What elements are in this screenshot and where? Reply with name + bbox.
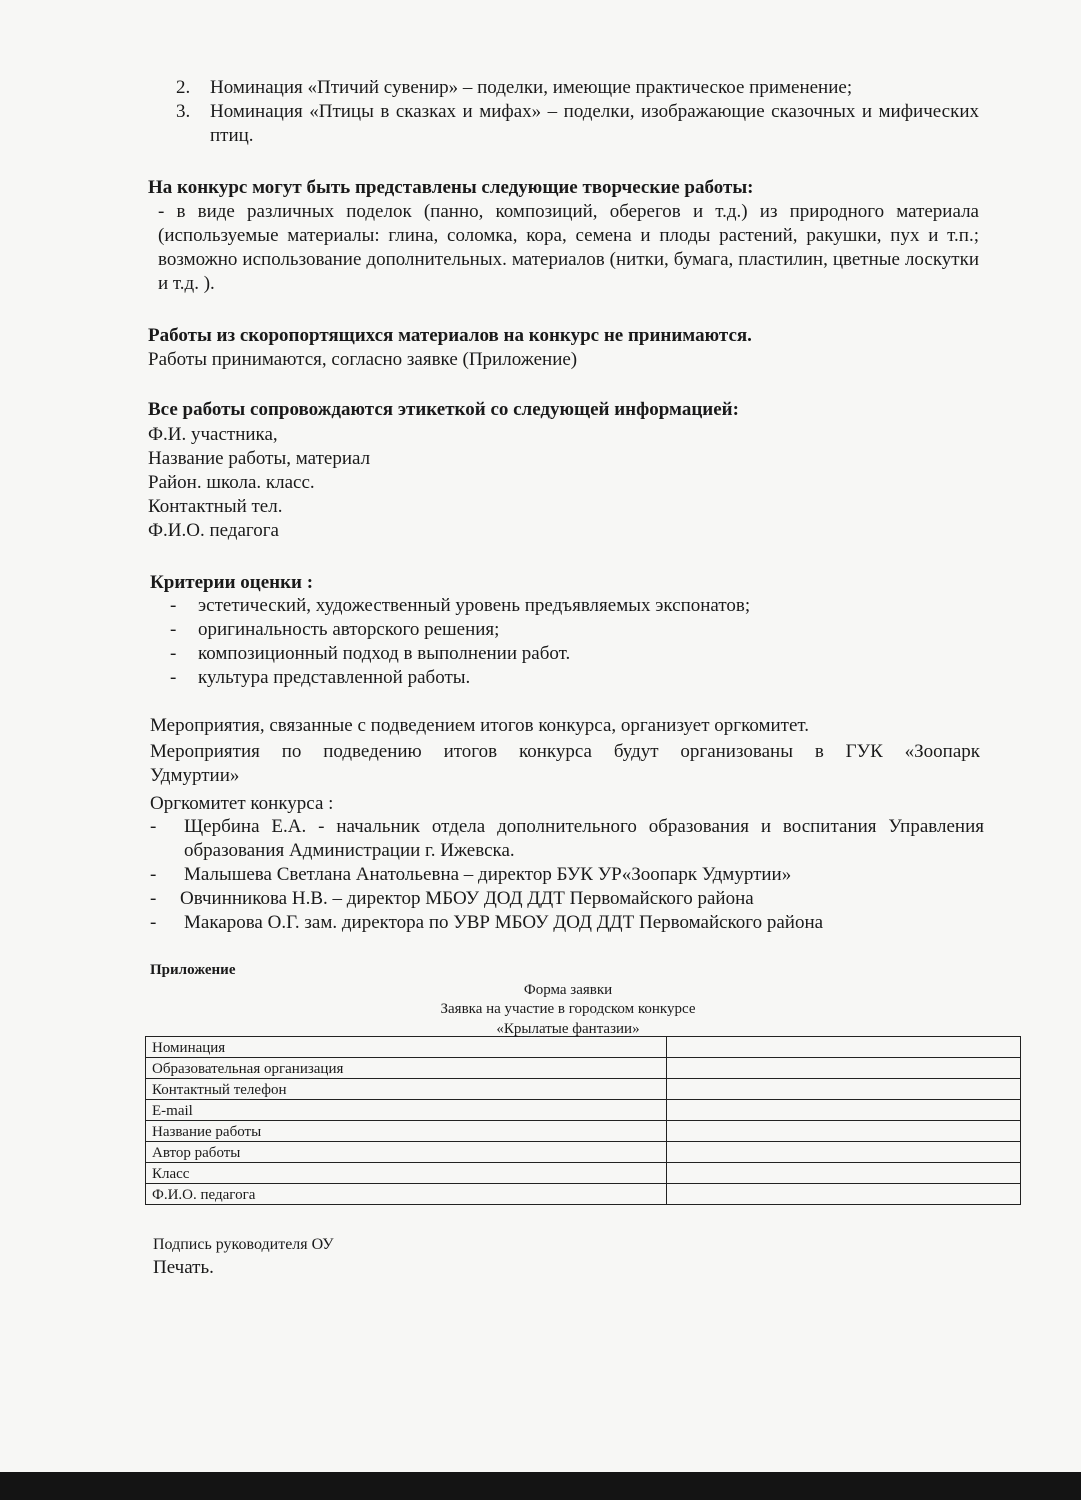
criteria-heading: Критерии оценки : [150,572,314,593]
acceptance-bold-line: Работы из скоропортящихся материалов на конкурс не принимаются. [148,325,752,346]
committee-list [150,815,984,935]
form-row-value[interactable] [667,1079,1021,1100]
committee-member: - Щербина Е.А. - начальник отдела дополнительного образования и воспитания Управления образования Администрации г. Ижевска. [150,816,984,861]
table-row [146,1184,1021,1205]
nomination-number: 3. [176,101,191,122]
form-row-value[interactable] [667,1121,1021,1142]
contest-name: «Крылатые фантазии» [496,1021,640,1037]
committee-member-text: Макарова О.Г. зам. директора по УВР МБОУ ДОД ДДТ Первомайского района [184,912,824,933]
committee-member-text: Овчинникова Н.В. – директор МБОУ ДОД ДДТ Первомайского района [180,888,754,909]
form-row-value[interactable] [667,1100,1021,1121]
events-line2: Мероприятия по подведению итогов конкурса будут организованы в ГУК «Зоопарк Удмуртии» [150,741,980,786]
label-info-heading: Все работы сопровождаются этикеткой со следующей информацией: [148,399,739,420]
form-row-label: Образовательная организация [146,1058,667,1079]
form-row-label: Ф.И.О. педагога [146,1184,667,1205]
criteria-item-text: оригинальность авторского решения; [198,619,500,640]
table-row [146,1058,1021,1079]
label-info-line: Ф.И. участника, [148,424,278,445]
form-row-value[interactable] [667,1142,1021,1163]
nomination-text: Номинация «Птичий сувенир» – поделки, имеющие практическое применение; [210,77,853,98]
criteria-item-text: композиционный подход в выполнении работ. [198,643,571,664]
label-info-line: Район. школа. класс. [148,472,315,493]
nomination-item-3 [176,100,979,148]
form-row-label: E-mail [146,1100,667,1121]
works-heading: На конкурс могут быть представлены следующие творческие работы: [148,177,754,198]
form-row-value[interactable] [667,1037,1021,1058]
form-row-value[interactable] [667,1184,1021,1205]
appendix-label: Приложение [150,962,236,978]
table-row [146,1121,1021,1142]
form-row-label: Номинация [146,1037,667,1058]
table-row [146,1100,1021,1121]
label-info-lines [148,423,748,543]
table-row [146,1037,1021,1058]
events-line1: Мероприятия, связанные с подведением итогов конкурса, организует оргкомитет. [150,715,810,736]
stamp-line: Печать. [153,1257,214,1278]
form-subtitle: Заявка на участие в городском конкурсе [440,1001,696,1017]
label-info-line: Название работы, материал [148,448,371,469]
label-info-line: Ф.И.О. педагога [148,520,279,541]
committee-member: - Макарова О.Г. зам. директора по УВР МБОУ ДОД ДДТ Первомайского района [150,912,824,933]
criteria-item: - композиционный подход в выполнении работ. [170,643,571,664]
signature-line: Подпись руководителя ОУ [153,1236,334,1253]
nomination-text: Номинация «Птицы в сказках и мифах» – поделки, изображающие сказочных и мифических птиц. [210,101,979,146]
criteria-item-text: культура представленной работы. [198,667,471,688]
committee-member: - Овчинникова Н.В. – директор МБОУ ДОД ДДТ Первомайского района [150,888,754,909]
criteria-list [170,594,930,690]
criteria-item: - культура представленной работы. [170,667,471,688]
committee-member-text: Малышева Светлана Анатольевна – директор БУК УР«Зоопарк Удмуртии» [184,864,792,885]
scan-edge [0,1472,1081,1500]
nomination-item-2 [176,76,979,100]
committee-member-text: Щербина Е.А. - начальник отдела дополнительного образования и воспитания Управления образования Администрации г. Ижевска. [184,816,984,861]
form-title: Форма заявки [523,982,613,998]
works-text: - в виде различных поделок (панно, композиций, оберегов и т.д.) из природного материала (используемые материалы: глина, соломка, кора, семена и плоды растений, ракушки, пух и т.п.; возможно использование дополнительных. материалов (нитки, бумага, пластилин, цветные лоскутки и т.д. ). [158,201,979,294]
criteria-item-text: эстетический, художественный уровень предъявляемых экспонатов; [198,595,751,616]
form-row-label: Класс [146,1163,667,1184]
form-row-value[interactable] [667,1163,1021,1184]
acceptance-line: Работы принимаются, согласно заявке (Приложение) [148,349,578,370]
criteria-item: - оригинальность авторского решения; [170,619,500,640]
form-row-value[interactable] [667,1058,1021,1079]
form-row-label: Автор работы [146,1142,667,1163]
application-form-table [145,1036,1021,1205]
committee-heading: Оргкомитет конкурса : [150,793,334,814]
criteria-item: - эстетический, художественный уровень предъявляемых экспонатов; [170,595,751,616]
nomination-number: 2. [176,77,191,98]
committee-member: - Малышева Светлана Анатольевна – директор БУК УР«Зоопарк Удмуртии» [150,864,792,885]
label-info-line: Контактный тел. [148,496,283,517]
table-row [146,1142,1021,1163]
table-row [146,1163,1021,1184]
form-row-label: Контактный телефон [146,1079,667,1100]
form-row-label: Название работы [146,1121,667,1142]
table-row [146,1079,1021,1100]
